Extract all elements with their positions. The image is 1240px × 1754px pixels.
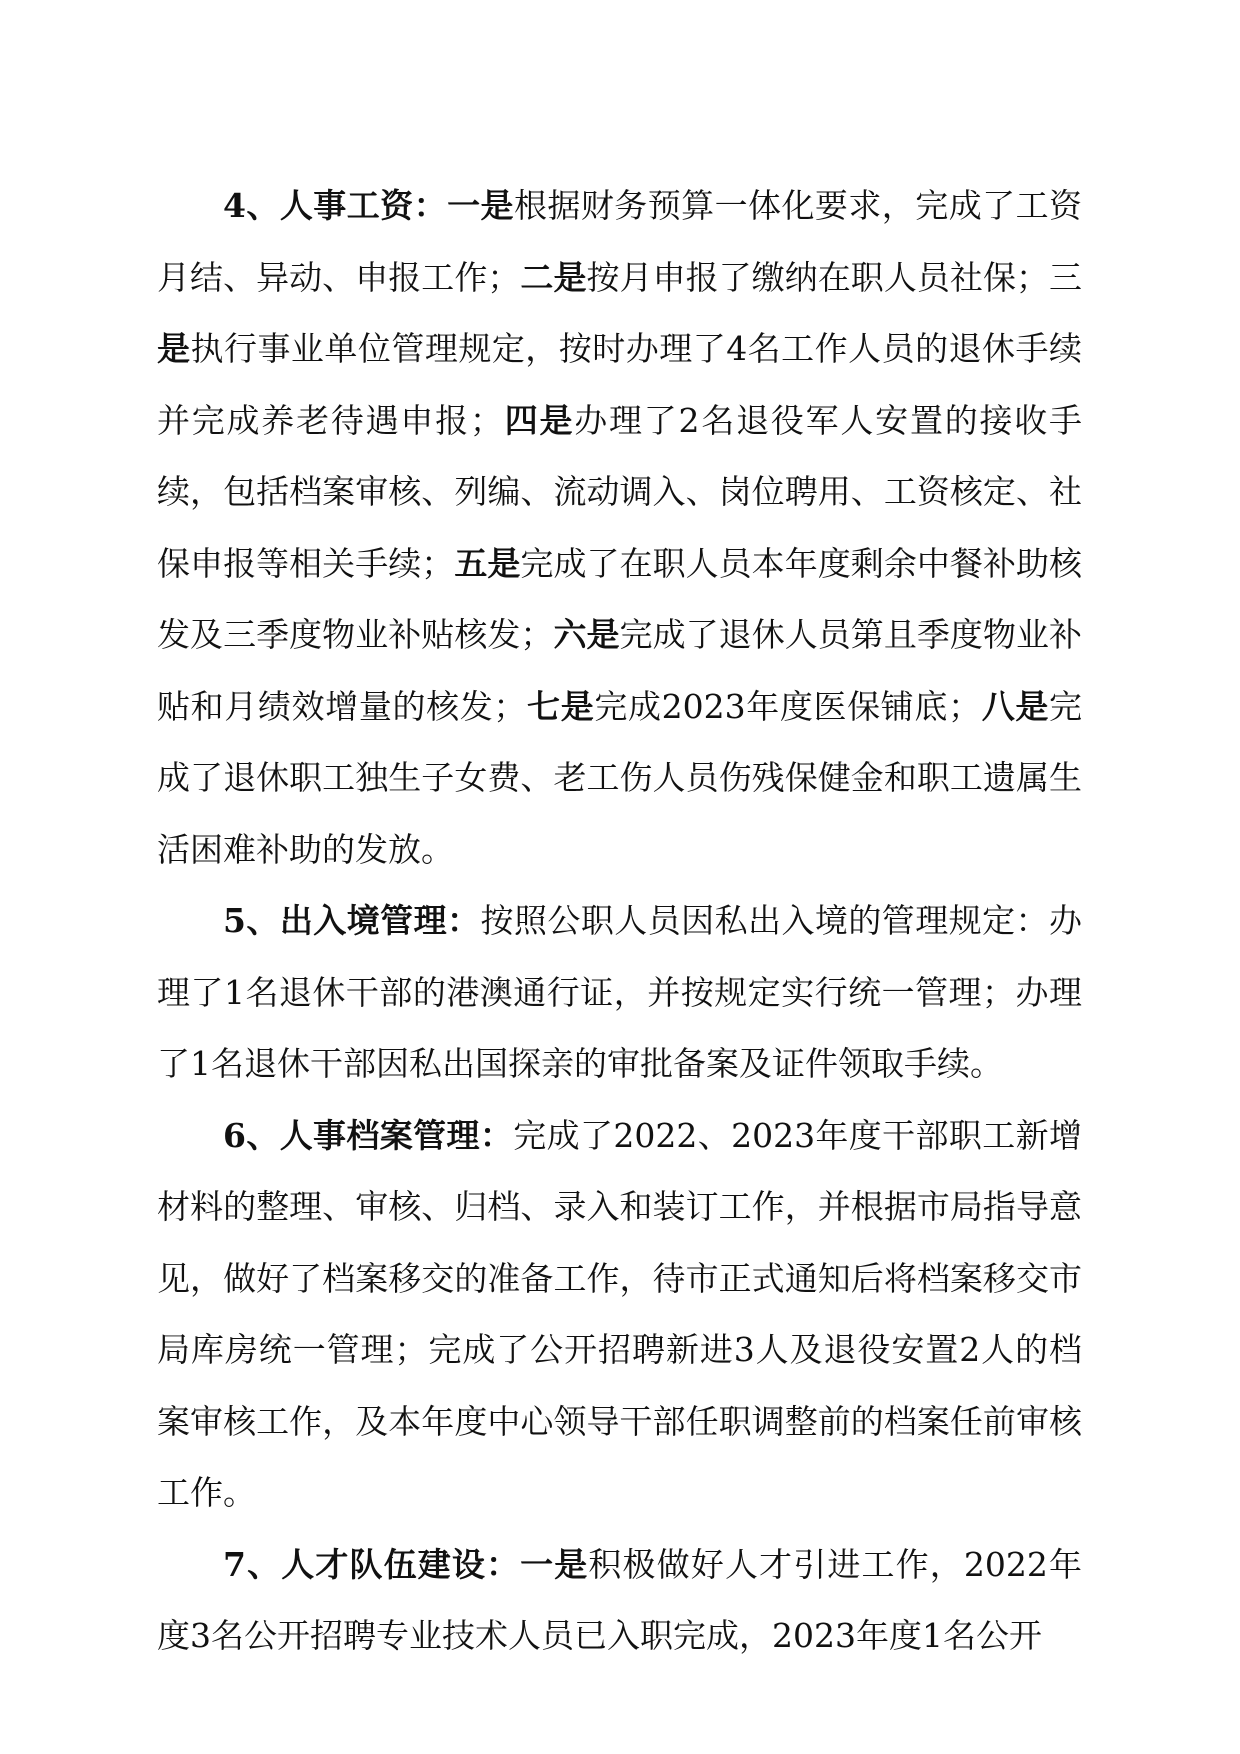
item-ordinal: 一是 <box>520 1544 589 1584</box>
paragraph-text: 按照公职人员因私出入境的管理规定：办理了1名退休干部的港澳通行证，并按规定实行统一管理；办理了1名退休干部因私出国探亲的审批备案及证件领取手续。 <box>157 901 1083 1083</box>
item-ordinal: 一是 <box>447 186 514 225</box>
item-text: 按月申报了缴纳在职人员社保； <box>586 257 1049 297</box>
section-heading: 7、人才队伍建设： <box>223 1544 521 1584</box>
item-text: 根据财务预算一体化要求，完成了工资月结、异动、申报工作； <box>157 186 1083 297</box>
item-ordinal: 六是 <box>553 615 620 654</box>
item-ordinal: 二是 <box>520 257 587 297</box>
paragraph-personnel-archives <box>157 1100 1082 1529</box>
document-page <box>157 170 1082 1672</box>
item-text: 办理了2名退役军人安置的接收手续，包括档案审核、列编、流动调入、岗位聘用、工资核定、社保申报等相关手续； <box>157 400 1083 583</box>
item-text: 完成了在职人员本年度剩余中餐补助核发及三季度物业补贴核发； <box>157 543 1083 654</box>
item-text: 完成2023年度医保铺底； <box>594 686 982 726</box>
item-ordinal: 八是 <box>981 686 1049 726</box>
item-text: 执行事业单位管理规定，按时办理了4名工作人员的退休手续并完成养老待遇申报； <box>157 329 1082 440</box>
item-ordinal: 四是 <box>502 400 575 440</box>
item-ordinal-prefix: 三 <box>1048 257 1083 297</box>
item-text: 积极做好人才引进工作，2022年度3名公开招聘专业技术人员已入职完成，2023年度1名公开 <box>157 1544 1082 1655</box>
section-heading: 4、人事工资： <box>223 186 448 225</box>
paragraph-talent-team <box>157 1529 1082 1672</box>
item-ordinal: 是 <box>157 329 191 368</box>
section-heading: 5、出入境管理： <box>223 901 481 940</box>
section-heading: 6、人事档案管理： <box>223 1115 514 1155</box>
item-ordinal: 七是 <box>526 686 595 726</box>
paragraph-text: 完成了2022、2023年度干部职工新增材料的整理、审核、归档、录入和装订工作，并根据市局指导意见，做好了档案移交的准备工作，待市正式通知后将档案移交市局库房统一管理；完成了公开招聘新进3人及退役安置2人的档案审核工作，及本年度中心领导干部任职调整前的档案任前审核工作。 <box>157 1115 1082 1512</box>
item-text: 完成了退休职工独生子女费、老工伤人员伤残保健金和职工遗属生活困难补助的发放。 <box>157 686 1082 869</box>
paragraph-personnel-salary <box>157 170 1082 885</box>
paragraph-exit-entry <box>157 885 1082 1100</box>
item-ordinal: 五是 <box>454 543 521 583</box>
item-text: 完成了退休人员第且季度物业补贴和月绩效增量的核发； <box>157 615 1083 726</box>
